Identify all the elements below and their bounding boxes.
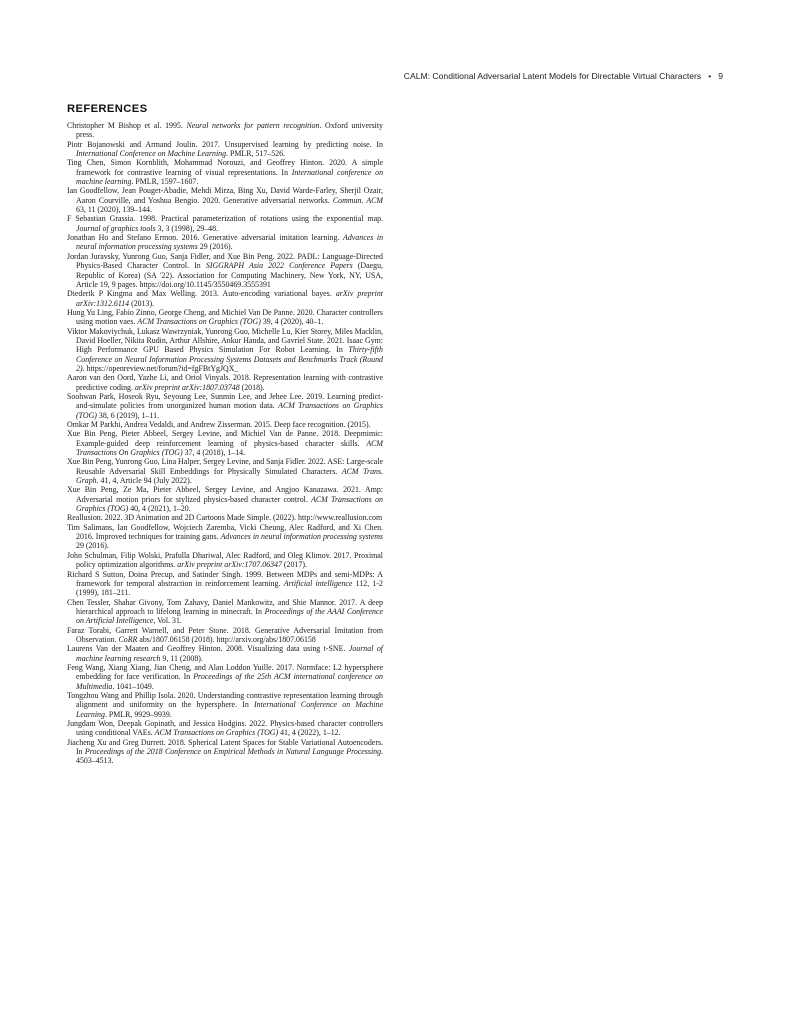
- reference-entry: [67, 140, 383, 159]
- reference-details: . PMLR, 1597–1607.: [131, 177, 199, 187]
- reference-details: . PMLR, 517–526.: [226, 149, 286, 159]
- reference-text: Richard S Sutton, Doina Precup, and Satinder Singh. 1999. Between MDPs and semi-MDPs: A framework for temporal abstraction in reinforcement learning.: [67, 569, 383, 588]
- reference-entry: [67, 485, 383, 513]
- reference-text: Xue Bin Peng, Pieter Abbeel, Sergey Levine, and Michiel Van de Panne. 2018. Deepmimic: Example-guided deep reinforcement learning of physics-based character skills.: [67, 429, 383, 448]
- reference-entry: [67, 289, 383, 308]
- reference-text: Jungdam Won, Deepak Gopinath, and Jessica Hodgins. 2022. Physics-based character controllers using conditional VAEs.: [67, 719, 383, 738]
- reference-details: (2017).: [281, 560, 307, 570]
- reference-venue: Neural networks for pattern recognition: [186, 121, 320, 130]
- reference-venue: Journal of machine learning research: [76, 644, 383, 663]
- reference-details: . PMLR, 9929–9939.: [104, 709, 172, 719]
- reference-entry: [67, 373, 383, 392]
- reference-venue: Artificial intelligence: [283, 578, 353, 588]
- reference-details: . 4503–4513.: [76, 747, 384, 766]
- reference-venue: ACM Transactions on Graphics (TOG): [76, 401, 383, 420]
- reference-text: Tongzhou Wang and Phillip Isola. 2020. Understanding contrastive representation learning through alignment and uniformity on the hypersphere. In: [67, 690, 383, 710]
- reference-details: . 1041–1049.: [112, 681, 154, 691]
- reference-entry: [67, 121, 383, 140]
- references-heading: REFERENCES: [67, 103, 148, 115]
- reference-venue: arXiv preprint arXiv:1807.03748: [134, 382, 240, 392]
- reference-entry: [67, 691, 383, 719]
- reference-details: (2018).: [239, 382, 265, 392]
- reference-text: Christopher M Bishop et al. 1995.: [67, 121, 187, 130]
- reference-venue: Proceedings of the 2018 Conference on Empirical Methods in Natural Language Processing: [84, 747, 382, 757]
- reference-details: (Daegu, Republic of Korea) (SA '22). Association for Computing Machinery, New York, NY, USA, Article 19, 9 pages. https://doi.org/10.1145/3550469.3555391: [76, 261, 383, 289]
- reference-entry: [67, 513, 383, 522]
- reference-text: Ian Goodfellow, Jean Pouget-Abadie, Mehdi Mirza, Bing Xu, David Warde-Farley, Sherjil Ozair, Aaron Courville, and Yoshua Bengio. 2020. Generative adversarial networks.: [67, 186, 383, 205]
- reference-text: Omkar M Parkhi, Andrea Vedaldi, and Andrew Zisserman. 2015. Deep face recognition. (2015).: [67, 420, 371, 429]
- reference-entry: [67, 158, 383, 186]
- reference-text: Xue Bin Peng, Ze Ma, Pieter Abbeel, Sergey Levine, and Angjoo Kanazawa. 2021. Amp: Adversarial motion priors for stylized physics-based character control.: [67, 485, 383, 504]
- reference-details: 37, 4 (2018), 1–14.: [182, 448, 246, 458]
- reference-venue: Advances in neural information processing systems: [76, 233, 384, 252]
- reference-text: Faraz Torabi, Garrett Warnell, and Peter Stone. 2018. Generative Adversarial Imitation from Observation.: [67, 625, 383, 644]
- reference-venue: International conference on machine learning: [76, 167, 384, 187]
- reference-details: abs/1807.06158 (2018). http://arxiv.org/abs/1807.06158: [137, 634, 316, 644]
- reference-text: F Sebastian Grassia. 1998. Practical parameterization of rotations using the exponential map.: [67, 214, 383, 224]
- reference-entry: [67, 663, 383, 691]
- reference-venue: International Conference on Machine Learning: [76, 700, 383, 719]
- reference-details: 40, 4 (2021), 1–20.: [128, 504, 191, 514]
- reference-details: 112, 1-2 (1999), 181–211.: [76, 578, 384, 598]
- reference-venue: Advances in neural information processing systems: [220, 532, 383, 542]
- reference-details: 39, 4 (2020), 40–1.: [260, 317, 324, 327]
- reference-text: Piotr Bojanowski and Armand Joulin. 2017. Unsupervised learning by predicting noise. In: [67, 139, 383, 149]
- reference-entry: [67, 214, 383, 233]
- running-title: CALM: Conditional Adversarial Latent Models for Directable Virtual Characters: [403, 71, 702, 81]
- reference-details: 9, 11 (2008).: [160, 653, 203, 663]
- reference-entry: [67, 457, 383, 485]
- reference-venue: ACM Transactions on Graphics (TOG): [76, 494, 383, 514]
- reference-entry: [67, 738, 383, 766]
- reference-text: Diederik P Kingma and Max Welling. 2013. Auto-encoding variational bayes.: [67, 289, 336, 299]
- reference-entry: [67, 551, 383, 570]
- reference-entry: [67, 570, 383, 598]
- reference-details: (2013).: [129, 298, 155, 308]
- reference-venue: SIGGRAPH Asia 2022 Conference Papers: [205, 261, 353, 271]
- reference-text: Jonathan Ho and Stefano Ermon. 2016. Generative adversarial imitation learning.: [67, 233, 344, 243]
- reference-entry: [67, 420, 383, 429]
- reference-details: 38, 6 (2019), 1–11.: [96, 410, 160, 420]
- header-separator: •: [708, 71, 712, 81]
- reference-venue: ACM Transactions On Graphics (TOG): [76, 438, 383, 458]
- reference-details: 41, 4 (2022), 1–12.: [278, 728, 341, 738]
- reference-venue: Proceedings of the AAAI Conference on Artificial Intelligence: [76, 606, 383, 626]
- reference-entry: [67, 252, 383, 289]
- reference-details: , Vol. 31.: [153, 616, 182, 626]
- reference-entry: [67, 429, 383, 457]
- reference-details: 3, 3 (1998), 29–48.: [155, 223, 219, 233]
- reference-text: Jiacheng Xu and Greg Durrett. 2018. Spherical Latent Spaces for Stable Variational Autoencoders. In: [67, 737, 383, 757]
- reference-venue: ACM Trans. Graph.: [76, 466, 384, 486]
- reference-details: 29 (2016).: [197, 242, 233, 252]
- reference-details: 41, 4, Article 94 (July 2022).: [98, 476, 192, 486]
- reference-venue: Proceedings of the 25th ACM international conference on Multimedia: [76, 672, 383, 691]
- reference-venue: Journal of graphics tools: [76, 223, 156, 233]
- reference-text: Laurens Van der Maaten and Geoffrey Hinton. 2008. Visualizing data using t-SNE.: [67, 644, 349, 654]
- reference-entry: [67, 644, 383, 663]
- reference-text: Jordan Juravsky, Yunrong Guo, Sanja Fidler, and Xue Bin Peng. 2022. PADL: Language-Directed Physics-Based Character Control. In: [67, 251, 383, 271]
- reference-text: Tim Salimans, Ian Goodfellow, Wojciech Zaremba, Vicki Cheung, Alec Radford, and Xi Chen. 2016. Improved techniques for training gans.: [67, 522, 383, 542]
- reference-venue: Thirty-fifth Conference on Neural Information Processing Systems Datasets and Benchmarks Track (Round 2): [76, 345, 383, 373]
- reference-text: Viktor Makoviychuk, Lukasz Wawrzyniak, Yunrong Guo, Michelle Lu, Kier Storey, Miles Macklin, David Hoeller, Nikita Rudin, Arthur Allshire, Ankur Handa, and Gavriel State. 2021. Isaac Gym: High Performance GPU Based Physics Simulation For Robot Learning. In: [67, 326, 383, 355]
- reference-details: . https://openreview.net/forum?id=fgFBtYgJQX_: [82, 363, 239, 373]
- reference-text: Reallusion. 2022. 3D Animation and 2D Cartoons Made Simple. (2022). http://www.reallusion.com: [67, 513, 383, 523]
- reference-entry: [67, 186, 383, 214]
- reference-text: Hung Yu Ling, Fabio Zinno, George Cheng, and Michiel Van De Panne. 2020. Character controllers using motion vaes.: [67, 307, 383, 327]
- reference-list: [67, 121, 383, 766]
- reference-entry: [67, 523, 383, 551]
- reference-venue: ACM Transactions on Graphics (TOG): [137, 317, 261, 327]
- reference-venue: arXiv preprint arXiv:1707.06347: [177, 560, 282, 570]
- reference-venue: Commun. ACM: [332, 195, 383, 205]
- reference-entry: [67, 233, 383, 252]
- reference-details: 63, 11 (2020), 139–144.: [76, 205, 152, 215]
- reference-text: Aaron van den Oord, Yazhe Li, and Oriol Vinyals. 2018. Representation learning with contrastive predictive coding.: [67, 373, 383, 392]
- page-number: 9: [718, 71, 723, 81]
- reference-entry: [67, 598, 383, 626]
- reference-text: Xue Bin Peng, Yunrong Guo, Lina Halper, Sergey Levine, and Sanja Fidler. 2022. ASE: Large-scale Reusable Adversarial Skill Embeddings for Physically Simulated Characters.: [67, 457, 383, 476]
- reference-text: Ting Chen, Simon Kornblith, Mohammad Norouzi, and Geoffrey Hinton. 2020. A simple framework for contrastive learning of visual representations. In: [67, 158, 383, 177]
- reference-details: . Oxford university press.: [76, 121, 383, 140]
- reference-details: 29 (2016).: [76, 541, 109, 551]
- reference-venue: arXiv preprint arXiv:1312.6114: [76, 289, 384, 308]
- reference-text: Feng Wang, Xiang Xiang, Jian Cheng, and Alan Loddon Yuille. 2017. Normface: L2 hypersphere embedding for face verification. In: [67, 662, 383, 682]
- reference-entry: [67, 327, 383, 374]
- running-head: [404, 71, 723, 81]
- reference-entry: [67, 719, 383, 738]
- reference-venue: ACM Transactions on Graphics (TOG): [154, 728, 279, 738]
- reference-text: Chen Tessler, Shahar Givony, Tom Zahavy, Daniel Mankowitz, and Shie Mannor. 2017. A deep hierarchical approach to lifelong learning in minecraft. In: [67, 597, 383, 616]
- reference-venue: CoRR: [118, 634, 138, 644]
- reference-entry: [67, 626, 383, 645]
- reference-entry: [67, 392, 383, 420]
- reference-venue: International Conference on Machine Learning: [76, 149, 227, 159]
- reference-text: John Schulman, Filip Wolski, Prafulla Dhariwal, Alec Radford, and Oleg Klimov. 2017. Proximal policy optimization algorithms.: [67, 550, 383, 570]
- reference-entry: [67, 308, 383, 327]
- reference-text: Soohwan Park, Hoseok Ryu, Seyoung Lee, Sunmin Lee, and Jehee Lee. 2019. Learning predict-and-simulate policies from unorganized human motion data.: [67, 391, 383, 411]
